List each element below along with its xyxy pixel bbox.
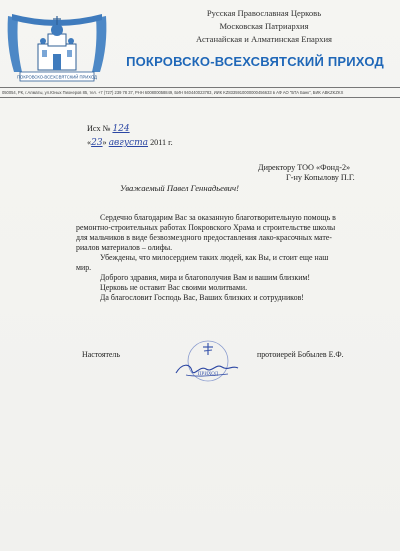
body-p3: Доброго здравия, мира и благополучия Вам и вашим близким!: [100, 273, 311, 282]
date-year: 2011 г.: [150, 138, 173, 147]
patriarchate-name: Московская Патриархия: [219, 21, 309, 31]
date-day: 23: [91, 138, 103, 148]
body-p1-line2: ремонтно-строительных работах Покровского Храма и строительстве школы: [76, 223, 336, 232]
body-p1-line3: для мальчиков в виде безвозмездного предоставления лако-красочных матe-: [76, 233, 332, 242]
body-p2-line2: мир.: [76, 263, 92, 272]
addressee-line-1: Директору ТОО «Фонд-2»: [258, 163, 351, 172]
ref-prefix: Исх №: [87, 124, 111, 133]
eparchy-name: Астанайская и Алматинская Епархия: [195, 34, 333, 44]
parish-title: ПОКРОВСКО-ВСЕХСВЯТСКИЙ ПРИХОД: [126, 54, 384, 69]
requisites-line: 050054, РК, г.Алматы, ул.Юных Пионеров 85, тел. +7 (727) 239 78 37, РНН 600800058849, БИН 940440023783, ИИК KZ8335910000000456633 в АФ АО "БТА Банк", БИК ABKZKZKX: [2, 90, 344, 95]
outgoing-number: [87, 124, 130, 134]
header-divider: [0, 87, 400, 88]
body-p2-line1: Убеждены, что милосердием таких людей, как Вы, и стоит еще наш: [100, 253, 329, 262]
letter-date: «23» августа 2011 г.: [87, 138, 173, 148]
ref-number: 124: [112, 124, 130, 134]
signer-name: протоиерей Бобылев Е.Ф.: [257, 350, 344, 359]
requisites-divider: [0, 97, 400, 98]
addressee-line-2: Г-ну Копылову П.Г.: [286, 173, 355, 182]
body-p5: Да благословит Господь Вас, Ваших близких и сотрудников!: [100, 293, 304, 302]
crest-banner-text: ПОКРОВСКО-ВСЕХСВЯТСКИЙ ПРИХОД: [17, 74, 97, 80]
body-p1-line4: риалов материалов – олифы.: [76, 243, 173, 252]
signer-role: Настоятель: [82, 350, 120, 359]
handwritten-signature: [172, 359, 242, 381]
church-crest-logo: [4, 6, 110, 84]
greeting: Уважаемый Павел Геннадьевич!: [120, 183, 239, 193]
church-name: Русская Православная Церковь: [206, 8, 322, 18]
seal-text: ПРИХОД: [197, 372, 219, 377]
body-p4: Церковь не оставит Вас своими молитвами.: [100, 283, 248, 292]
body-p1-line1: Сердечно благодарим Вас за оказанную благотворительную помощь в: [100, 213, 336, 222]
date-month: августа: [108, 138, 149, 148]
